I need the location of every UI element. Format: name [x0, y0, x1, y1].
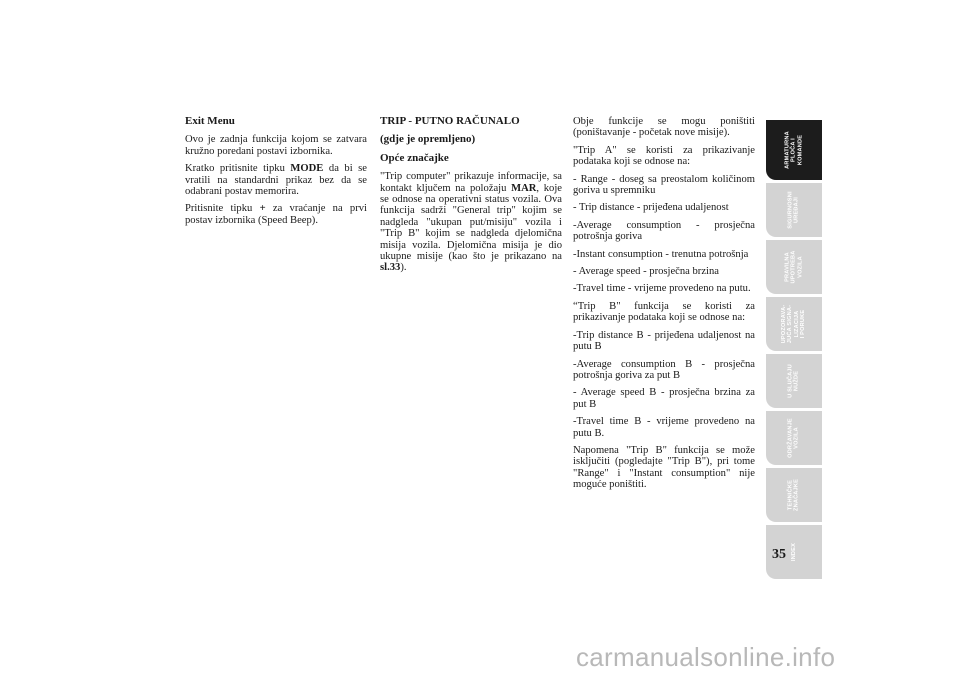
trip-subtitle: (gdje je opremljeno)	[380, 133, 476, 146]
page-number: 35	[772, 547, 786, 562]
exit-menu-heading: Exit Menu	[185, 115, 235, 127]
right-column	[573, 116, 755, 497]
paragraph: Kratko pritisnite tipku MODE da bi se vratili na standardni prikaz bez da se odabrani postav memorira.	[185, 163, 367, 198]
paragraph: -Travel time - vrijeme provedeno na putu.	[573, 283, 751, 295]
tab-armaturna-ploca[interactable]: ARMATURNA PLOČA I KOMANDE	[766, 120, 822, 180]
section-heading: Opće značajke	[380, 151, 449, 164]
paragraph: -Average consumption - prosječna potrošnja goriva	[573, 219, 755, 243]
tab-index[interactable]: INDEX	[766, 525, 822, 579]
paragraph: Pritisnite tipku + za vraćanje na prvi postav izbornika (Speed Beep).	[185, 203, 367, 226]
plus-icon: +	[259, 203, 266, 215]
section-tabs	[766, 120, 822, 582]
paragraph: Napomena "Trip B" funkcija se može isključiti (pogledajte "Trip B"), pri tome "Range" i "Instant consumption" nije moguće poništiti.	[573, 444, 755, 491]
paragraph: Ovo je zadnja funkcija kojom se zatvara kružno poredani postavi izbornika.	[185, 134, 367, 157]
paragraph: - Average speed - prosječna brzina	[573, 266, 719, 278]
tab-pravilna-upotreba[interactable]: PRAVILNA UPOTREBA VOZILA	[766, 240, 822, 294]
watermark: carmanualsonline.info	[576, 642, 836, 672]
tab-sigurnosni-uredaji[interactable]: SIGURNOSNI UREĐAJI	[766, 183, 822, 237]
middle-column	[380, 116, 562, 280]
paragraph: - Trip distance - prijeđena udaljenost	[573, 202, 729, 214]
paragraph: - Average speed B - prosječna brzina za put B	[573, 387, 755, 410]
left-column	[185, 116, 367, 232]
paragraph: “Trip B" funkcija se koristi za prikazivanje podataka koji se odnose na:	[573, 300, 755, 324]
paragraph: -Instant consumption - trenutna potrošnja	[573, 248, 749, 260]
paragraph: -Trip distance B - prijeđena udaljenost na putu B	[573, 329, 755, 353]
paragraph: -Travel time B - vrijeme provedeno na putu B.	[573, 416, 755, 439]
paragraph: "Trip A" se koristi za prikazivanje podataka koji se odnose na:	[573, 144, 755, 168]
trip-computer-heading: TRIP - PUTNO RAČUNALO	[380, 115, 520, 127]
paragraph: Obje funkcije se mogu poništiti (poništavanje - početak nove misije).	[573, 116, 755, 139]
tab-upozoravajuca-signalizacija[interactable]: UPOZORAVA- JUĆA SIGNA- LIZACIJA I PORUKE	[766, 297, 822, 351]
tab-tehnicke-znacajke[interactable]: TEHNIČKE ZNAČAJKE	[766, 468, 822, 522]
paragraph: - Range - doseg sa preostalom količinom goriva u spremniku	[573, 173, 755, 197]
paragraph: "Trip computer" prikazuje informacije, sa kontakt ključem na položaju MAR, koje se odnose na operativni status vozila. Ova funkcija sadrži "General trip" kojim se nadgleda "ukupan put/misiju" vozila i "Trip B" kojim se nadgleda djelomična misija vozila. Djelomična misija je dio ukupne misije (kao što je prikazano na sl.33).	[380, 171, 562, 274]
paragraph: -Average consumption B - prosječna potrošnja goriva za put B	[573, 358, 755, 381]
tab-u-slucaju-nuzde[interactable]: U SLUČAJU NUŽDE	[766, 354, 822, 408]
tab-odrzavanje-vozila[interactable]: ODRŽAVANJE VOZILA	[766, 411, 822, 465]
